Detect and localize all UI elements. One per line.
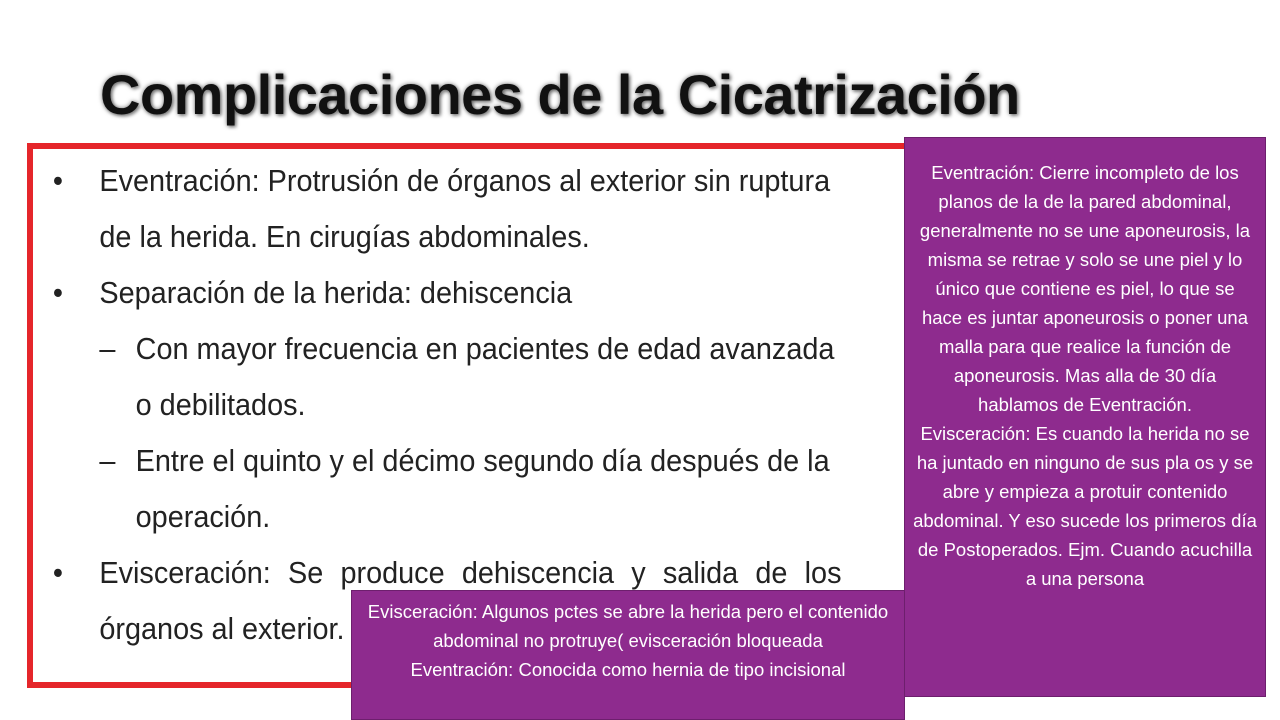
- bullet-evisceracion: • Evisceración: Se produce dehiscencia y salida de los órganos al exterior.: [51, 545, 842, 657]
- bullet-separacion: • Separación de la herida: dehiscencia: [51, 265, 842, 321]
- note-evisceracion-text: Evisceración: Es cuando la herida no se ha juntado en ninguno de sus pla os y se abre y empieza a protuir contenido abdominal. Y eso sucede los primeros día de Postoperados. Ejm. Cuando acuchilla a una persona: [913, 423, 1257, 589]
- sub-bullet-frecuencia: – Con mayor frecuencia en pacientes de edad avanzada o debilitados.: [51, 321, 842, 433]
- bullet-list: [51, 153, 842, 657]
- bullet-eventracion: • Eventración: Protrusión de órganos al exterior sin ruptura de la herida. En cirugías abdominales.: [51, 153, 842, 265]
- note-bottom-evisceracion-text: Evisceración: Algunos pctes se abre la herida pero el contenido abdominal no protruye( evisceración bloqueada: [367, 601, 889, 651]
- note-eventracion-text: Eventración: Cierre incompleto de los planos de la de la pared abdominal, generalmente no se une aponeurosis, la misma se retrae y solo se une piel y lo único que contiene es piel, lo que se hace es juntar aponeurosis o poner una malla para que realice la función de aponeurosis. Mas alla de 30 día hablamos de Eventración.: [919, 162, 1251, 415]
- note-box-bottom: [351, 590, 905, 720]
- note-bottom-eventracion-text: Eventración: Conocida como hernia de tipo incisional: [410, 659, 846, 680]
- note-box-right: [904, 137, 1266, 697]
- slide-title: Complicaciones de la Cicatrización: [100, 63, 1020, 126]
- sub-bullet-dias: – Entre el quinto y el décimo segundo día después de la operación.: [51, 433, 842, 545]
